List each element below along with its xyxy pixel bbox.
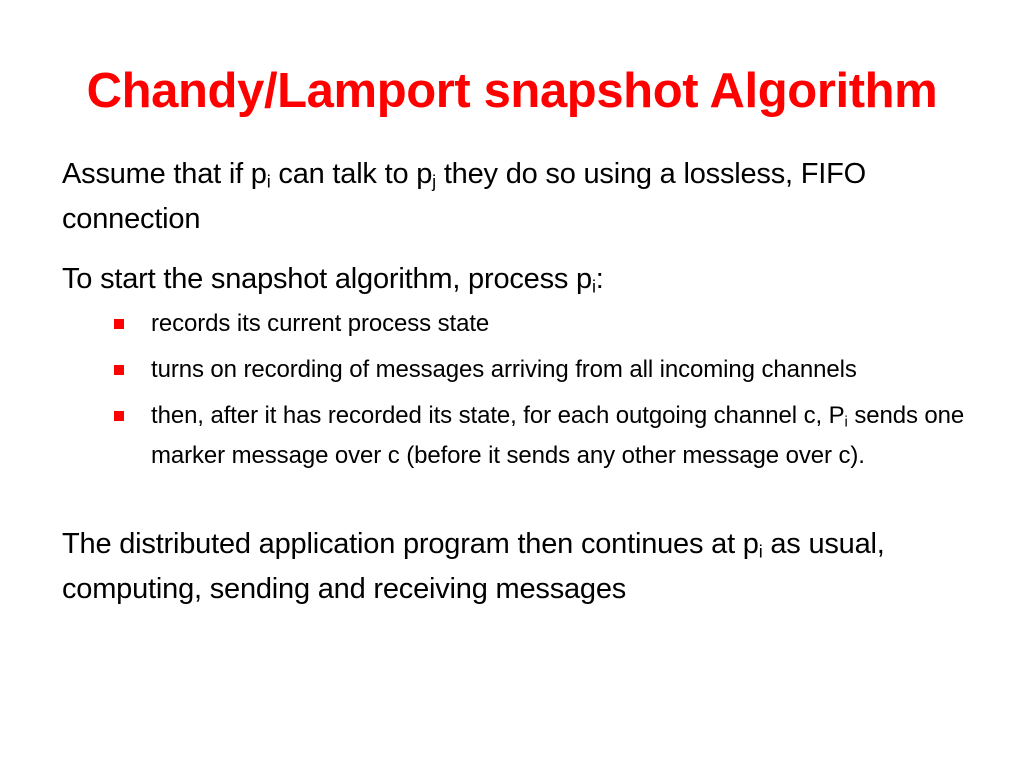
bullet-3-subscript-1: i <box>844 414 848 431</box>
bullet-item-recording-channels <box>114 350 1004 390</box>
paragraph-2-text-1: To start the snapshot algorithm, process p <box>62 263 592 295</box>
bullet-3-text-1: then, after it has recorded its state, for each outgoing channel c, P <box>151 402 845 429</box>
paragraph-continue-application <box>62 522 1012 612</box>
square-bullet-icon <box>114 365 124 375</box>
paragraph-1-text-3: they do so using a lossless, FIFO connection <box>62 158 866 235</box>
paragraph-1-subscript-1: i <box>266 171 271 192</box>
bullet-list <box>114 304 1004 476</box>
paragraph-start-snapshot <box>62 257 1012 302</box>
bullet-item-send-marker <box>114 396 1004 476</box>
bullet-1-text: records its current process state <box>151 310 490 337</box>
paragraph-1-text-2: can talk to p <box>270 158 433 190</box>
paragraph-1-text-1: Assume that if p <box>62 158 267 190</box>
bullet-3-text-2: sends one marker message over c (before it sends any other message over c). <box>151 402 965 469</box>
paragraph-3-subscript-1: i <box>758 541 763 562</box>
slide-body <box>62 152 1012 612</box>
paragraph-2-text-2: : <box>595 263 604 295</box>
paragraph-3-text-1: The distributed application program then continues at p <box>62 528 759 560</box>
bullet-2-text: turns on recording of messages arriving from all incoming channels <box>151 356 857 383</box>
paragraph-fifo-assumption <box>62 152 1012 242</box>
paragraph-3-text-2: as usual, computing, sending and receiving messages <box>62 528 885 605</box>
slide-title: Chandy/Lamport snapshot Algorithm <box>86 63 938 118</box>
paragraph-1-subscript-2: j <box>432 171 436 192</box>
paragraph-2-subscript-1: i <box>591 276 596 297</box>
square-bullet-icon <box>114 319 124 329</box>
bullet-item-record-state <box>114 304 1004 344</box>
square-bullet-icon <box>114 411 124 421</box>
